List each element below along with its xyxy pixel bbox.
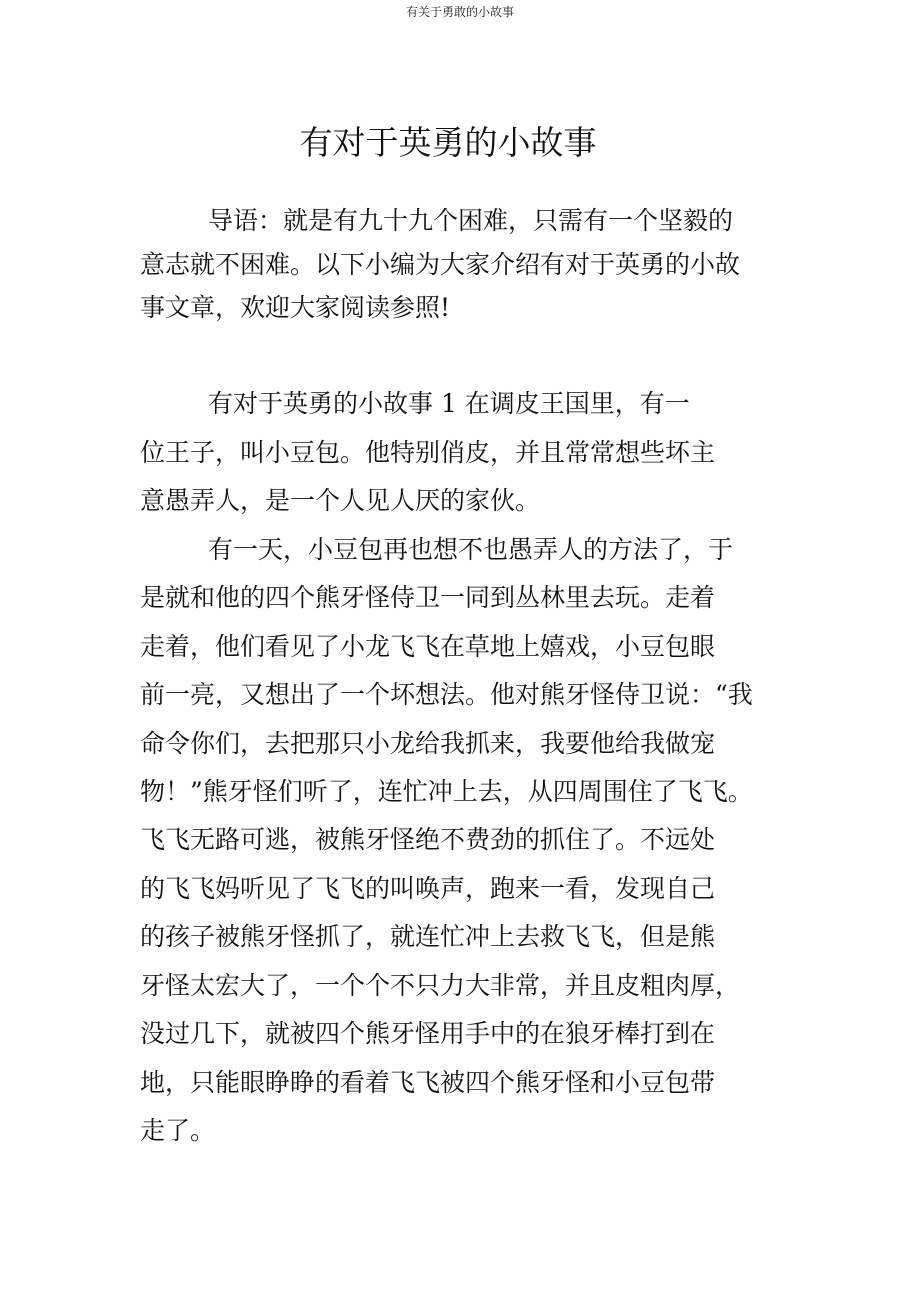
story-p2-line-13: 走了。 — [140, 1116, 216, 1145]
story-p2-line-8: 的飞飞妈听见了飞飞的叫唤声，跑来一看，发现自己 — [140, 874, 716, 903]
story-p2-line-5: 命令你们，去把那只小龙给我抓来，我要他给我做宠 — [140, 729, 716, 758]
running-header: 有关于勇敢的小故事 — [405, 5, 514, 19]
story-p1-line-3: 意愚弄人，是一个人见人厌的家伙。 — [140, 486, 541, 515]
intro-line-2: 意志就不困难。以下小编为大家介绍有对于英勇的小故 — [140, 250, 741, 279]
story-p2-line-1: 有一天，小豆包再也想不也愚弄人的方法了，于 — [208, 535, 734, 564]
story-p2-line-9: 的孩子被熊牙怪抓了，就连忙冲上去救飞飞，但是熊 — [140, 922, 716, 951]
story-p2-line-12: 地，只能眼睁睁的看着飞飞被四个熊牙怪和小豆包带 — [140, 1068, 716, 1097]
story-p1-line-1: 有对于英勇的小故事 1 在调皮王国里，有一 — [208, 389, 690, 418]
story-p1-line-2: 位王子，叫小豆包。他特别俏皮，并且常常想些坏主 — [140, 438, 716, 467]
story-p2-line-6: 物！”熊牙怪们听了，连忙冲上去，从四周围住了飞飞。 — [140, 777, 753, 806]
document-title: 有对于英勇的小故事 — [299, 123, 597, 162]
story-p2-line-7: 飞飞无路可逃，被熊牙怪绝不费劲的抓住了。不远处 — [140, 825, 716, 854]
story-p2-line-3: 走着，他们看见了小龙飞飞在草地上嬉戏，小豆包眼 — [140, 632, 716, 661]
story-p2-line-4: 前一亮，又想出了一个坏想法。他对熊牙怪侍卫说：“我 — [140, 680, 753, 709]
story-p2-line-2: 是就和他的四个熊牙怪侍卫一同到丛林里去玩。走着 — [140, 583, 716, 612]
story-p2-line-11: 没过几下，就被四个熊牙怪用手中的在狼牙棒打到在 — [140, 1019, 716, 1048]
story-p2-line-10: 牙怪太宏大了，一个个不只力大非常，并且皮粗肉厚， — [140, 971, 741, 1000]
intro-line-1: 导语：就是有九十九个困难，只需有一个坚毅的 — [208, 206, 734, 235]
intro-line-3: 事文章，欢迎大家阅读参照! — [140, 293, 451, 322]
